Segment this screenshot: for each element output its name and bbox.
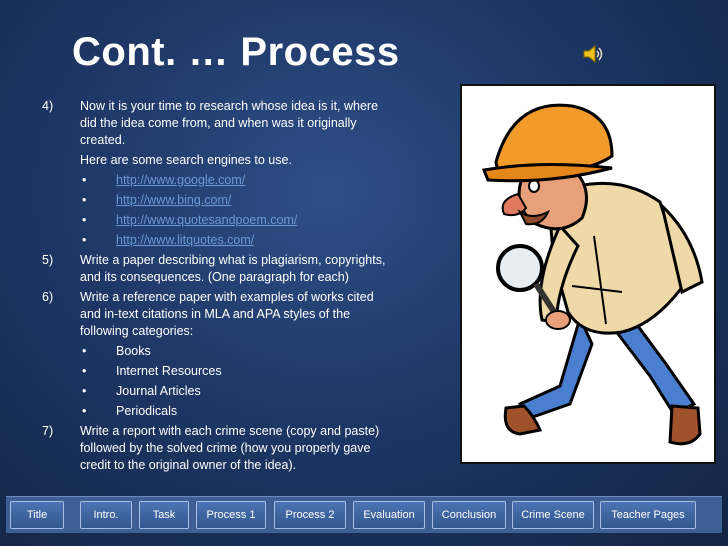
bing-link[interactable]: http://www.bing.com/ bbox=[116, 193, 232, 207]
step-text: Write a paper describing what is plagiarism, copyrights, bbox=[80, 253, 386, 267]
link-item bbox=[40, 212, 440, 229]
nav-process1-button[interactable]: Process 1 bbox=[196, 501, 266, 529]
category-item bbox=[40, 343, 440, 360]
step-text: and in-text citations in MLA and APA styles of the bbox=[80, 307, 351, 321]
bullet-icon: • bbox=[82, 364, 87, 378]
link-item bbox=[40, 232, 440, 249]
detective-drawing bbox=[462, 86, 714, 462]
step-text: followed by the solved crime (how you properly gave bbox=[80, 441, 371, 455]
step-text: Now it is your time to research whose idea is it, where bbox=[80, 99, 379, 113]
search-engines-intro: Here are some search engines to use. bbox=[80, 153, 292, 167]
step-number: 5) bbox=[42, 253, 54, 267]
nav-evaluation-button[interactable]: Evaluation bbox=[353, 501, 425, 529]
navigation-bar bbox=[6, 496, 722, 533]
step-text: Write a reference paper with examples of works cited bbox=[80, 290, 374, 304]
bullet-icon: • bbox=[82, 193, 87, 207]
bullet-icon: • bbox=[82, 384, 87, 398]
bullet-icon: • bbox=[82, 213, 87, 227]
speaker-icon[interactable] bbox=[582, 44, 604, 64]
nav-crime-scene-button[interactable]: Crime Scene bbox=[512, 501, 594, 529]
step-text: Write a report with each crime scene (copy and paste) bbox=[80, 424, 380, 438]
step-text: credit to the original owner of the idea). bbox=[80, 458, 297, 472]
link-item bbox=[40, 192, 440, 209]
step-7 bbox=[40, 423, 440, 474]
step-6 bbox=[40, 289, 440, 340]
step-number: 6) bbox=[42, 290, 54, 304]
detective-illustration bbox=[460, 84, 716, 464]
step-number: 4) bbox=[42, 99, 54, 113]
category-label: Internet Resources bbox=[116, 364, 222, 378]
nav-process2-button[interactable]: Process 2 bbox=[274, 501, 346, 529]
step-text: did the idea come from, and when was it originally bbox=[80, 116, 357, 130]
nav-task-button[interactable]: Task bbox=[139, 501, 189, 529]
category-item bbox=[40, 403, 440, 420]
category-label: Books bbox=[116, 344, 151, 358]
category-label: Periodicals bbox=[116, 404, 178, 418]
category-label: Journal Articles bbox=[116, 384, 201, 398]
bullet-icon: • bbox=[82, 233, 87, 247]
link-item bbox=[40, 172, 440, 189]
step-text: created. bbox=[80, 133, 126, 147]
step-text: and its consequences. (One paragraph for each) bbox=[80, 270, 349, 284]
google-link[interactable]: http://www.google.com/ bbox=[116, 173, 246, 187]
category-item bbox=[40, 383, 440, 400]
nav-title-button[interactable]: Title bbox=[10, 501, 64, 529]
slide-title: Cont. … Process bbox=[72, 30, 400, 74]
nav-conclusion-button[interactable]: Conclusion bbox=[432, 501, 506, 529]
quotesandpoem-link[interactable]: http://www.quotesandpoem.com/ bbox=[116, 213, 298, 227]
slide-body bbox=[40, 98, 440, 477]
bullet-icon: • bbox=[82, 404, 87, 418]
bullet-icon: • bbox=[82, 173, 87, 187]
step-5 bbox=[40, 252, 440, 286]
nav-teacher-pages-button[interactable]: Teacher Pages bbox=[600, 501, 696, 529]
litquotes-link[interactable]: http://www.litquotes.com/ bbox=[116, 233, 255, 247]
bullet-icon: • bbox=[82, 344, 87, 358]
nav-intro-button[interactable]: Intro. bbox=[80, 501, 132, 529]
step-4 bbox=[40, 98, 440, 149]
step-number: 7) bbox=[42, 424, 54, 438]
step-text: following categories: bbox=[80, 324, 194, 338]
category-item bbox=[40, 363, 440, 380]
